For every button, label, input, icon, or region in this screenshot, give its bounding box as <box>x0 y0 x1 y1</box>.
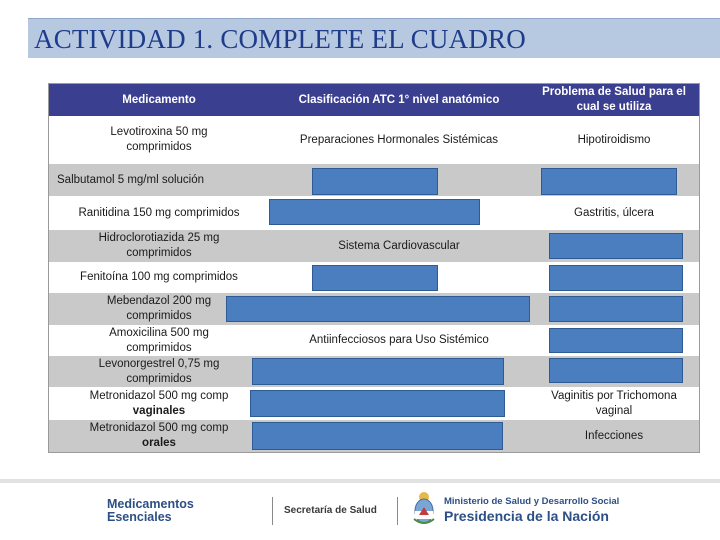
footer <box>0 483 720 540</box>
med-name: Amoxicilina 500 mg <box>109 326 209 339</box>
blank-atc-field[interactable] <box>312 265 438 291</box>
problema-line1: Vaginitis por Trichomona <box>551 389 677 402</box>
med-form: comprimidos <box>126 247 192 259</box>
cell-medicamento: Ranitidina 150 mg comprimidos <box>78 206 240 219</box>
footer-separator <box>272 497 273 525</box>
table-row <box>49 230 699 262</box>
table-row <box>49 356 699 387</box>
cell-medicamento: Salbutamol 5 mg/ml solución <box>57 173 205 186</box>
med-name: Hidroclorotiazida 25 mg <box>98 232 220 244</box>
header-problema-line2: cual se utiliza <box>576 101 652 113</box>
cell-problema: Hipotiroidismo <box>577 133 651 146</box>
med-form: comprimidos <box>126 310 192 322</box>
table-row <box>49 116 699 164</box>
footer-separator <box>397 497 398 525</box>
med-name: Mebendazol 200 mg <box>106 295 212 307</box>
blank-atc-field[interactable] <box>269 199 480 225</box>
cell-atc: Preparaciones Hormonales Sistémicas <box>299 133 499 146</box>
med-name: Levonorgestrel 0,75 mg <box>98 357 220 370</box>
blank-atc-field[interactable] <box>252 358 504 385</box>
cell-medicamento <box>49 230 269 262</box>
med-name: Metronidazol 500 mg comp <box>89 389 229 402</box>
med-name: Levotiroxina 50 mg <box>110 126 208 138</box>
table-row <box>49 325 699 356</box>
med-form: comprimidos <box>126 372 192 385</box>
secretaria-salud-label: Secretaría de Salud <box>284 505 377 516</box>
blank-problema-field[interactable] <box>549 265 683 291</box>
problema-line2: vaginal <box>595 404 633 417</box>
cell-medicamento: Fenitoína 100 mg comprimidos <box>80 271 238 283</box>
cell-atc: Antiinfecciosos para Uso Sistémico <box>309 334 489 346</box>
cell-problema: Gastritis, úlcera <box>574 206 654 219</box>
table-row <box>49 164 699 196</box>
cell-medicamento <box>49 420 269 452</box>
medicamentos-esenciales-logo <box>107 498 194 524</box>
med-form: comprimidos <box>126 341 192 354</box>
table-row <box>49 262 699 293</box>
cell-medicamento <box>49 356 269 387</box>
blank-atc-field[interactable] <box>252 422 503 450</box>
blank-problema-field[interactable] <box>549 296 683 322</box>
blank-atc-field[interactable] <box>226 296 530 322</box>
logo-line1: Medicamentos <box>107 497 194 511</box>
blank-problema-field[interactable] <box>549 233 683 259</box>
med-form: vaginales <box>132 404 186 417</box>
cell-problema: Infecciones <box>584 429 644 442</box>
title-bar <box>28 18 720 58</box>
header-medicamento: Medicamento <box>122 93 196 106</box>
presidencia-label: Presidencia de la Nación <box>444 508 609 524</box>
table-row <box>49 387 699 420</box>
blank-problema-field[interactable] <box>549 358 683 383</box>
blank-problema-field[interactable] <box>541 168 677 195</box>
table-row <box>49 196 699 230</box>
medication-table <box>48 83 700 453</box>
ministerio-label: Ministerio de Salud y Desarrollo Social <box>444 496 620 507</box>
logo-line2: Esenciales <box>107 510 172 524</box>
cell-problema <box>531 387 697 420</box>
cell-atc: Sistema Cardiovascular <box>338 239 460 252</box>
slide-title: ACTIVIDAD 1. COMPLETE EL CUADRO <box>34 24 526 54</box>
coat-of-arms-icon <box>412 491 436 525</box>
blank-atc-field[interactable] <box>312 168 438 195</box>
blank-problema-field[interactable] <box>549 328 683 353</box>
blank-atc-field[interactable] <box>250 390 505 417</box>
cell-medicamento <box>49 116 269 164</box>
med-form: orales <box>142 437 176 449</box>
table-row <box>49 420 699 452</box>
cell-medicamento <box>49 387 269 420</box>
med-form: comprimidos <box>126 141 192 153</box>
med-name: Metronidazol 500 mg comp <box>89 422 229 434</box>
table-header-row <box>49 84 699 116</box>
header-atc: Clasificación ATC 1° nivel anatómico <box>298 93 500 106</box>
cell-medicamento <box>49 325 269 356</box>
header-problema <box>531 84 697 116</box>
table-row <box>49 293 699 325</box>
header-problema-line1: Problema de Salud para el <box>542 86 686 98</box>
